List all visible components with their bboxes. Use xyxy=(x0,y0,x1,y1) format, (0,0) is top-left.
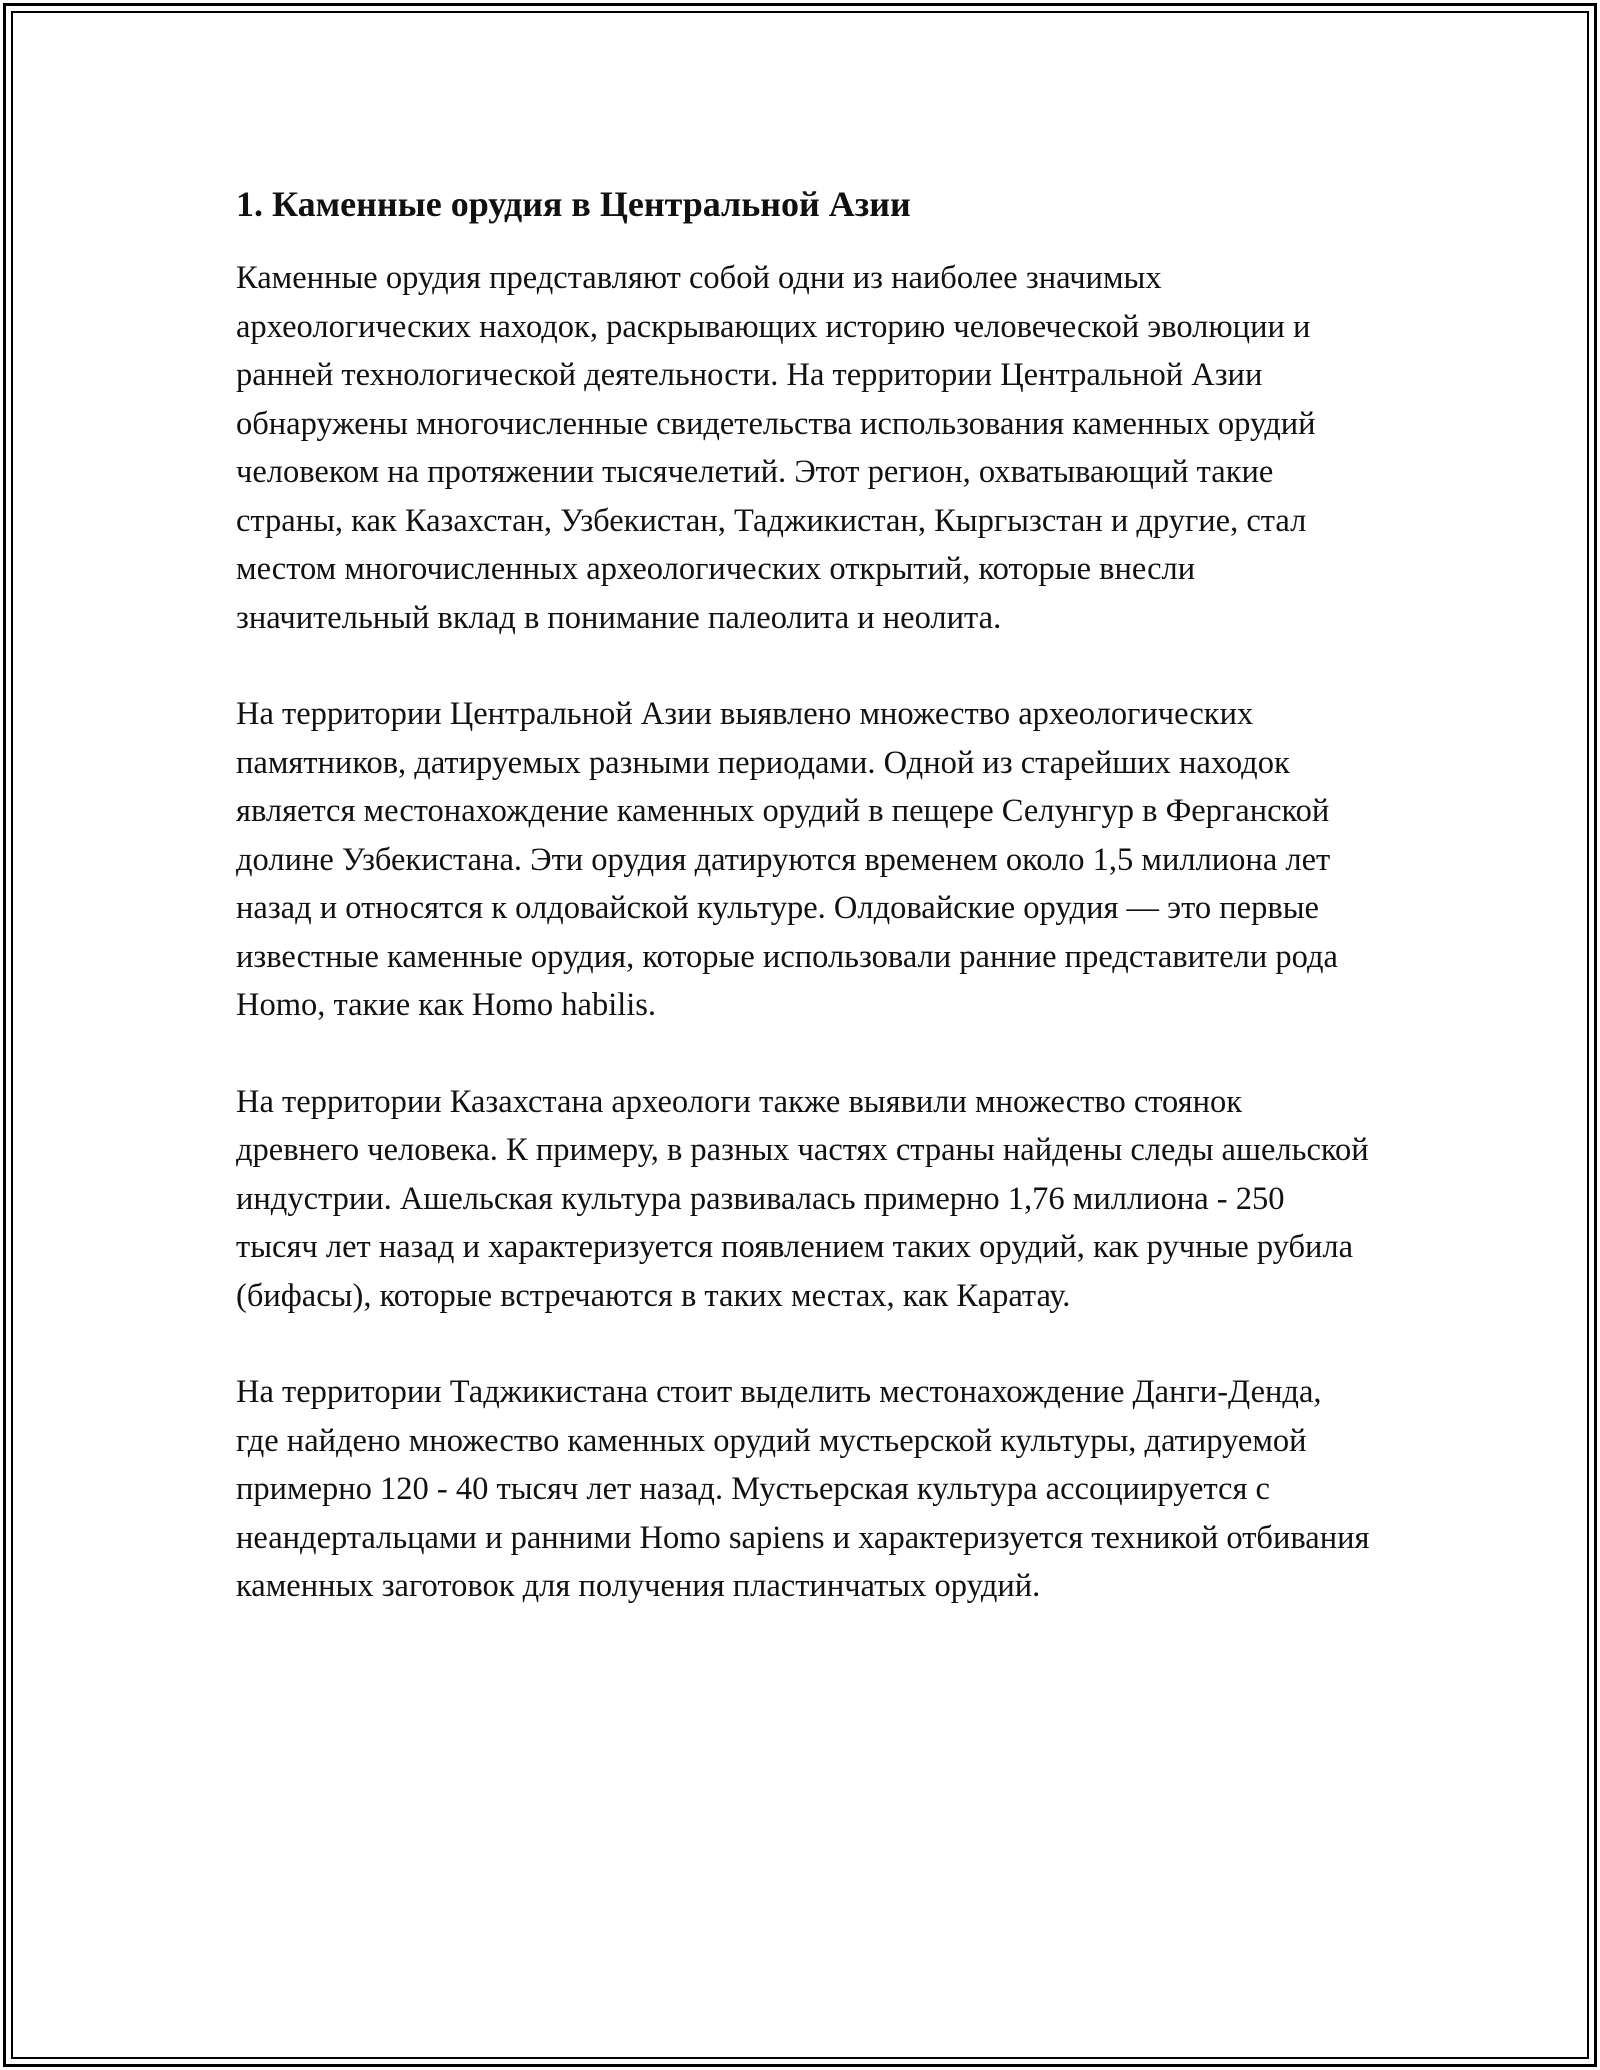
paragraph-kazakhstan: На территории Казахстана археологи также выявили множество стоянок древнего человека. К примеру, в разных частях страны найдены следы ашельской индустрии. Ашельская культура развивалась примерно 1,76 миллиона - 250 тысяч лет назад и характеризуется появлением таких орудий, как ручные рубила (бифасы), которые встречаются в таких местах, как Каратау. xyxy=(236,1083,1369,1314)
paragraph-tajikistan: На территории Таджикистана стоит выделить местонахождение Данги-Денда, где найдено множество каменных орудий мустьерской культуры, датируемой примерно 120 - 40 тысяч лет назад. Мустьерская культура ассоциируется с неандертальцами и ранними Homo sapiens и характеризуется техникой отбивания каменных заготовок для получения пластинчатых орудий. xyxy=(236,1374,1370,1605)
paragraph-intro: Каменные орудия представляют собой одни из наиболее значимых археологических находок, раскрывающих историю человеческой эволюции и ранней технологической деятельности. На территории Центральной Азии обнаружены многочисленные свидетельства использования каменных орудий человеком на протяжении тысячелетий. Этот регион, охватывающий такие страны, как Казахстан, Узбекистан, Таджикистан, Кыргызстан и другие, стал местом многочисленных археологических открытий, которые внесли значительный вклад в понимание палеолита и неолита. xyxy=(236,260,1316,636)
section-heading: 1. Каменные орудия в Центральной Азии xyxy=(236,184,911,224)
document-body xyxy=(236,183,1371,1659)
paragraph-uzbekistan: На территории Центральной Азии выявлено множество археологических памятников, датируемых разными периодами. Одной из старейших находок является местонахождение каменных орудий в пещере Селунгур в Ферганской долине Узбекистана. Эти орудия датируются временем около 1,5 миллиона лет назад и относятся к олдовайской культуре. Олдовайские орудия — это первые известные каменные орудия, которые использовали ранние представители рода Homo, такие как Homo habilis. xyxy=(236,696,1338,1024)
